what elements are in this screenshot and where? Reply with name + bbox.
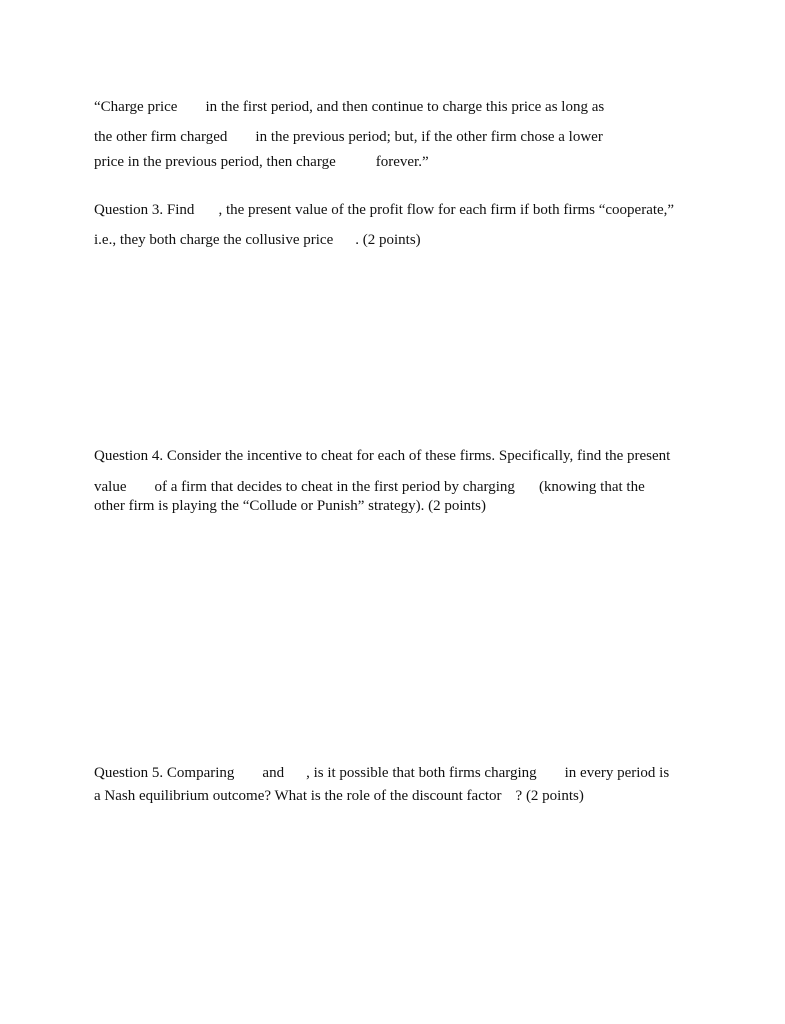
text-segment: value bbox=[94, 479, 127, 495]
strategy-quote-line-1 bbox=[94, 98, 604, 116]
text-segment: (knowing that the bbox=[538, 479, 645, 495]
text-segment: i.e., they both charge the collusive price bbox=[94, 232, 334, 248]
text-segment: in the previous period; but, if the other firm chose a lower bbox=[255, 129, 603, 145]
question-5-label: Question 5. Comparing bbox=[94, 765, 235, 781]
text-segment: a Nash equilibrium outcome? What is the role of the discount factor bbox=[94, 788, 502, 804]
question-4-line-1 bbox=[94, 447, 670, 465]
text-segment: in every period is bbox=[564, 765, 670, 781]
question-4-label: Question 4. Consider the incentive to cheat for each of these firms. Specifically, find the present bbox=[94, 448, 671, 464]
question-3-line-2 bbox=[94, 231, 421, 249]
text-segment: . (2 points) bbox=[355, 232, 421, 248]
text-segment: of a firm that decides to cheat in the first period by charging bbox=[154, 479, 515, 495]
text-segment: , the present value of the profit flow for each firm if both firms “cooperate,” bbox=[218, 202, 675, 218]
text-segment: forever.” bbox=[375, 154, 429, 170]
strategy-quote-line-2 bbox=[94, 128, 603, 146]
text-segment: , is it possible that both firms charging bbox=[306, 765, 537, 781]
text-segment: “Charge price bbox=[94, 99, 178, 115]
question-5-line-1 bbox=[94, 764, 669, 782]
question-4-line-2 bbox=[94, 478, 645, 496]
question-3-line-1 bbox=[94, 201, 674, 219]
text-segment: price in the previous period, then charge bbox=[94, 154, 336, 170]
text-segment: the other firm charged bbox=[94, 129, 228, 145]
text-segment: in the first period, and then continue to charge this price as long as bbox=[205, 99, 605, 115]
question-3-label: Question 3. Find bbox=[94, 202, 195, 218]
question-4-line-3 bbox=[94, 497, 486, 515]
question-5-line-2 bbox=[94, 787, 584, 805]
text-segment: ? (2 points) bbox=[515, 788, 584, 804]
strategy-quote-line-3 bbox=[94, 153, 429, 171]
text-segment: and bbox=[262, 765, 285, 781]
text-segment: other firm is playing the “Collude or Punish” strategy). (2 points) bbox=[94, 498, 487, 514]
